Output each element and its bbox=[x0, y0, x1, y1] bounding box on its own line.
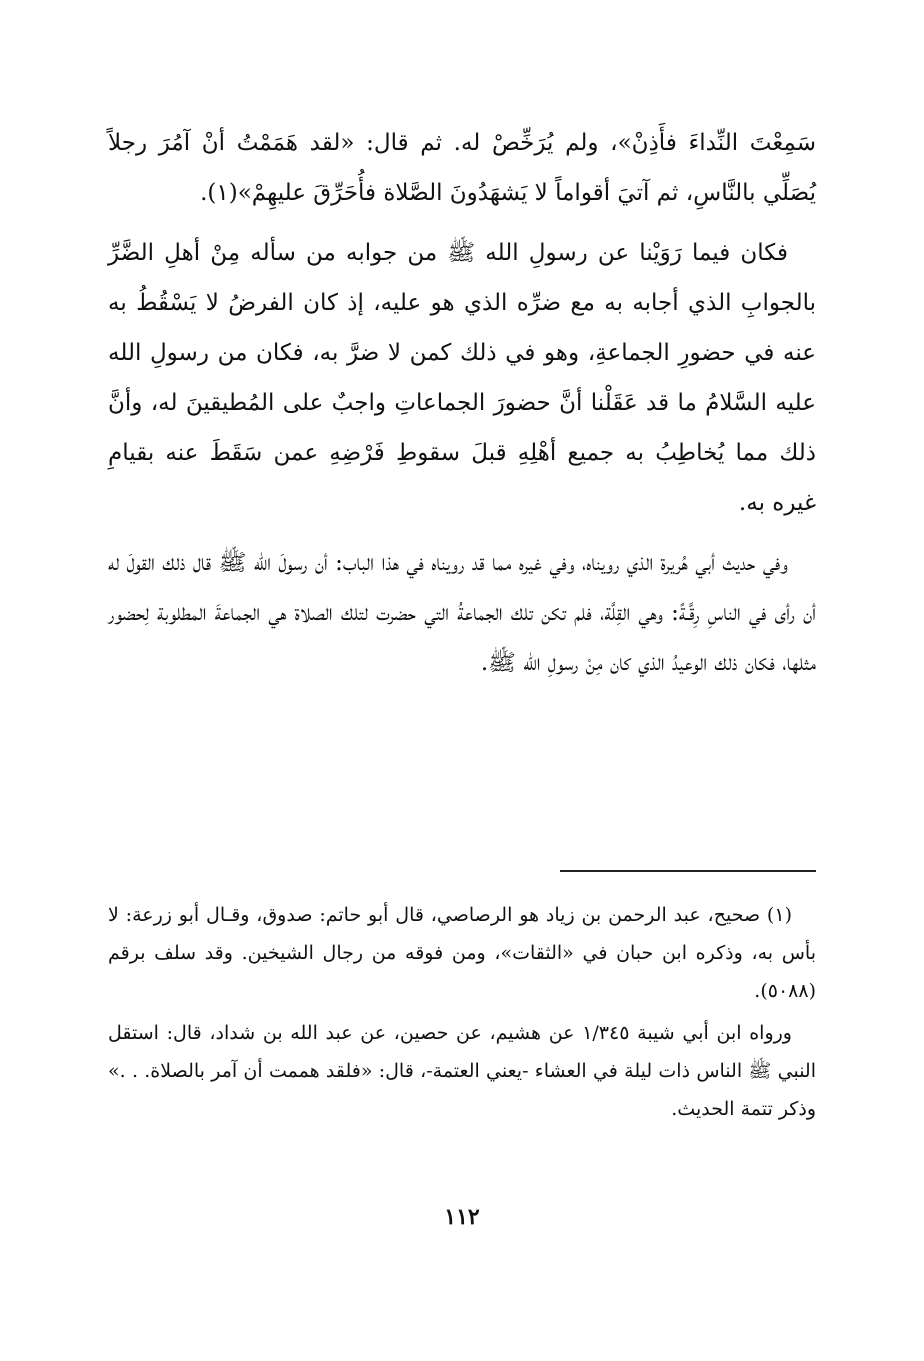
footnote-2: ورواه ابن أبي شيبة ١/٣٤٥ عن هشيم، عن حصين، عن عبد الله بن شداد، قال: استقل النبي ﷺ الناس ذات ليلة في العشاء -يعني العتمة-، قال: «فلقد هممت أن آمر بالصلاة. . .» وذكر تتمة الحديث. bbox=[108, 1022, 816, 1120]
paragraph-3: وفي حديث أبي هُريرة الذي رويناه، وفي غيره مما قد رويناه في هذا الباب: أن رسولَ الله ﷺ قال ذلك القولَ له أن رأى في الناسِ رِقَّـةً: وهي القِلَّة، فلم تكن تلك الجماعةُ التي حضرت لتلك الصلاة هي الجماعةَ المطلوبة لِحضور مثلها، فكان ذلك الوعيدُ الذي كان مِنْ رسولِ الله ﷺ. bbox=[108, 550, 816, 676]
footnote-1: (١) صحيح، عبد الرحمن بن زياد هو الرصاصي، قال أبو حاتم: صدوق، وقـال أبو زرعة: لا بأس به، وذكره ابن حبان في «الثقات»، ومن فوقه من رجال الشيخين. وقد سلف برقم (٥٠٨٨). bbox=[108, 904, 816, 1002]
footnote-separator bbox=[560, 870, 816, 872]
paragraph-1: سَمِعْتَ النِّداءَ فأَذِنْ»، ولم يُرَخِّصْ له. ثم قال: «لقد هَمَمْتُ أنْ آمُرَ رجلاً يُصَلِّي بالنَّاسِ، ثم آتيَ أقواماً لا يَشهَدُونَ الصَّلاة فأُحَرِّقَ عليهِمْ»(١). bbox=[108, 130, 816, 206]
main-text bbox=[108, 118, 816, 698]
page-number: ١١٢ bbox=[444, 1204, 480, 1230]
paragraph-2: فكان فيما رَوَيْنا عن رسولِ الله ﷺ من جوابه من سأله مِنْ أهلِ الضَّرِّ بالجوابِ الذي أجابه به مع ضرِّه الذي هو عليه، إذ كان الفرضُ لا يَسْقُطُ به عنه في حضورِ الجماعةِ، وهو في ذلك كمن لا ضرَّ به، فكان من رسولِ الله عليه السَّلامُ ما قد عَقَلْنا أنَّ حضورَ الجماعاتِ واجبٌ على المُطيقينَ له، وأنَّ ذلك مما يُخاطِبُ به جميع أهْلِهِ قبلَ سقوطِ فَرْضِهِ عمن سَقَطَ عنه بقيامِ غيره به. bbox=[108, 240, 816, 516]
footnotes bbox=[108, 896, 816, 1132]
